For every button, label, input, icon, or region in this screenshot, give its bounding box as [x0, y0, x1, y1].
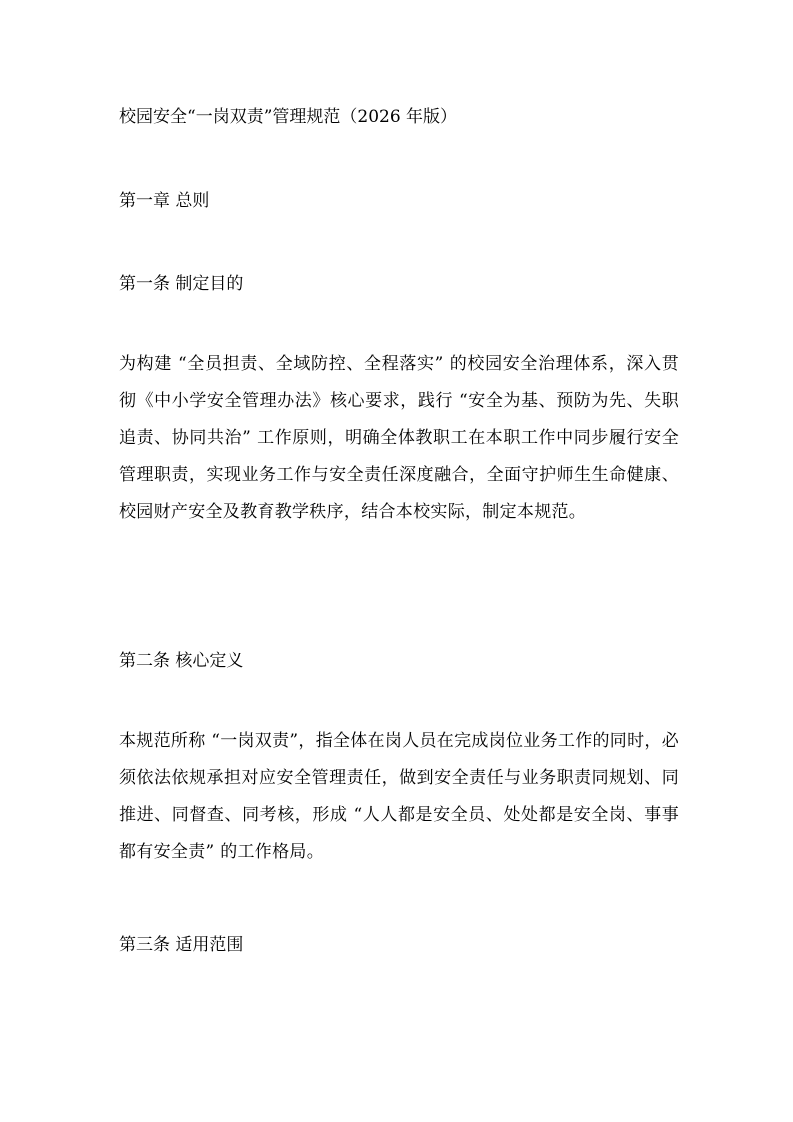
article-1-paragraph: 为构建 “全员担责、全域防控、全程落实” 的校园安全治理体系，深入贯彻《中小学安全管理办法》核心要求，践行 “安全为基、预防为先、失职追责、协同共治” 工作原则，明确全体教职工在本职工作中同步履行安全管理职责，实现业务工作与安全责任深度融合，全面守护师生生命健康、校园财产安全及教育教学秩序，结合本校实际，制定本规范。: [119, 354, 679, 522]
chapter-heading: 第一章 总则: [119, 191, 210, 211]
document-title: 校园安全“一岗双责”管理规范（2026 年版）: [119, 107, 458, 127]
article-1-heading: 第一条 制定目的: [119, 274, 244, 294]
article-2-heading: 第二条 核心定义: [119, 651, 244, 671]
article-2-paragraph: 本规范所称 “一岗双责”，指全体在岗人员在完成岗位业务工作的同时，必须依法依规承担对应安全管理责任，做到安全责任与业务职责同规划、同推进、同督查、同考核，形成 “人人都是安全员、处处都是安全岗、事事都有安全责” 的工作格局。: [119, 731, 679, 862]
article-3-heading: 第三条 适用范围: [119, 935, 244, 955]
